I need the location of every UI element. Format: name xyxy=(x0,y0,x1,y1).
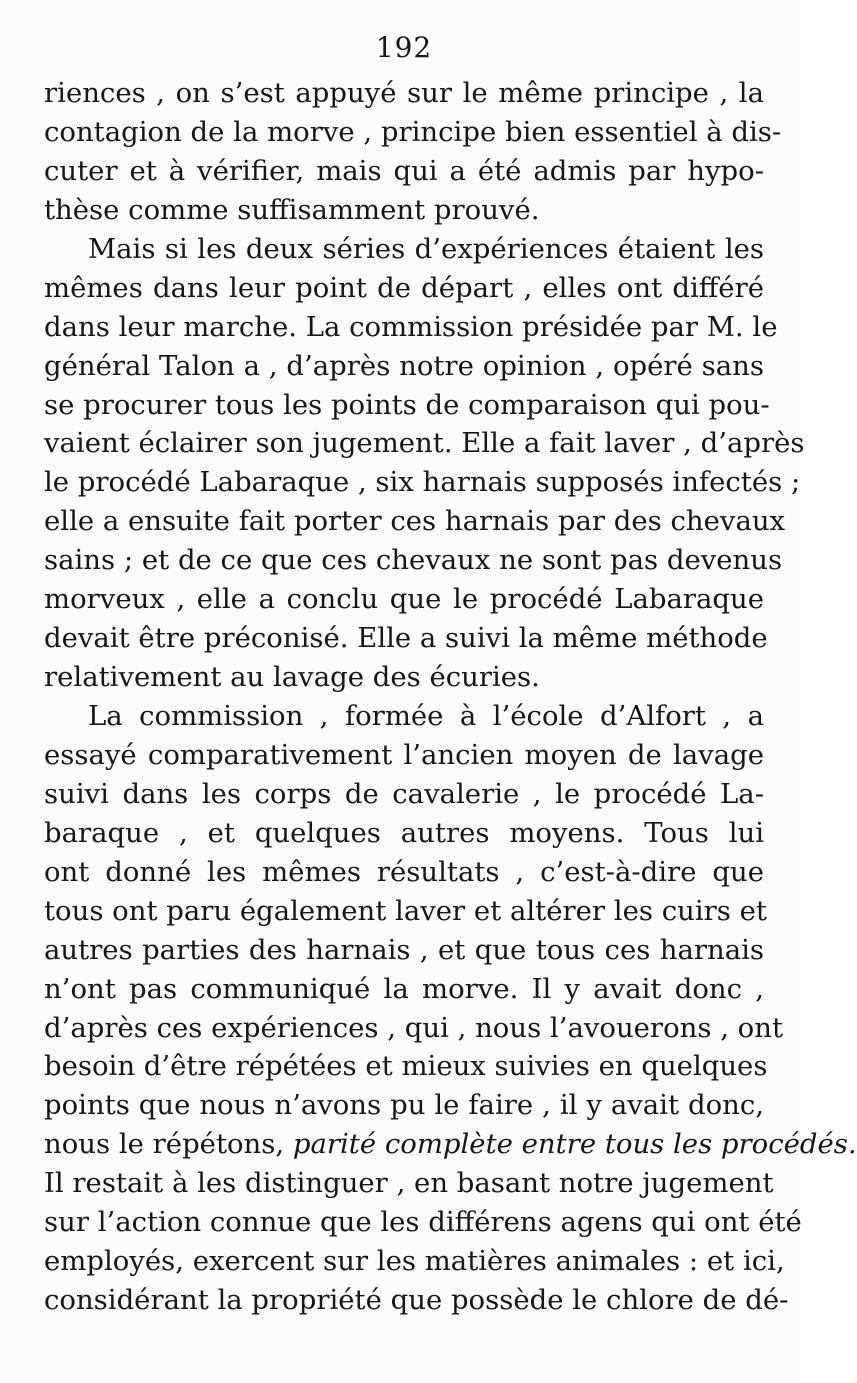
text-line: essayé comparativement l’ancien moyen de lavage xyxy=(44,738,764,771)
mixed-text-line xyxy=(44,1125,857,1164)
text-line: baraque , et quelques autres moyens. Tous lui xyxy=(44,816,764,849)
text-line: vaient éclairer son jugement. Elle a fait laver , d’après xyxy=(44,427,805,460)
text-line: ont donné les mêmes résultats , c’est-à-dire que xyxy=(44,855,764,888)
text-line: points que nous n’avons pu le faire , il y avait donc, xyxy=(44,1089,764,1122)
text-line: riences , on s’est appuyé sur le même principe , la xyxy=(44,77,764,109)
text-line: mêmes dans leur point de départ , elles ont différé xyxy=(44,271,764,304)
text-line: employés, exercent sur les matières animales : et ici, xyxy=(44,1245,785,1278)
text-line: La commission , formée à l’école d’Alfort , a xyxy=(88,700,764,732)
roman-text: nous le répétons, xyxy=(44,1128,293,1161)
body-text xyxy=(44,74,857,1320)
paragraph-2 xyxy=(44,230,805,697)
text-line: considérant la propriété que possède le chlore de dé- xyxy=(44,1284,789,1317)
text-line: sur l’action connue que les différens agens qui ont été xyxy=(44,1206,802,1239)
text-line: suivi dans les corps de cavalerie , le procédé La- xyxy=(44,777,764,810)
text-line: thèse comme suffisamment prouvé. xyxy=(44,193,540,226)
text-line: tous ont paru également laver et altérer les cuirs et xyxy=(44,894,767,927)
text-line: cuter et à vérifier, mais qui a été admis par hypo- xyxy=(44,154,764,187)
paragraph-3 xyxy=(44,697,857,1320)
page-number: 192 xyxy=(375,31,433,64)
text-line: dans leur marche. La commission présidée par M. le xyxy=(44,310,778,343)
text-line: autres parties des harnais , et que tous ces harnais xyxy=(44,933,764,966)
italic-emphasis: parité complète entre tous les procédés. xyxy=(292,1128,857,1161)
paragraph-1 xyxy=(44,74,782,230)
text-line: Mais si les deux séries d’expériences étaient les xyxy=(88,232,764,265)
text-line: le procédé Labaraque , six harnais supposés infectés ; xyxy=(44,466,801,499)
text-line: général Talon a , d’après notre opinion , opéré sans xyxy=(44,349,764,382)
text-line: Il restait à les distinguer , en basant notre jugement xyxy=(44,1167,774,1200)
text-line: morveux , elle a conclu que le procédé Labaraque xyxy=(44,583,764,616)
text-line: besoin d’être répétées et mieux suivies en quelques xyxy=(44,1050,768,1083)
text-line: elle a ensuite fait porter ces harnais par des chevaux xyxy=(44,505,786,538)
text-line: d’après ces expériences , qui , nous l’avouerons , ont xyxy=(44,1011,783,1044)
text-line: se procurer tous les points de comparaison qui pou- xyxy=(44,388,770,421)
text-line: devait être préconisé. Elle a suivi la même méthode xyxy=(44,622,768,655)
text-line: sains ; et de ce que ces chevaux ne sont pas devenus xyxy=(44,544,783,577)
text-line: contagion de la morve , principe bien essentiel à dis- xyxy=(44,115,782,148)
text-line: relativement au lavage des écuries. xyxy=(44,661,540,694)
text-line: n’ont pas communiqué la morve. Il y avait donc , xyxy=(44,972,764,1005)
